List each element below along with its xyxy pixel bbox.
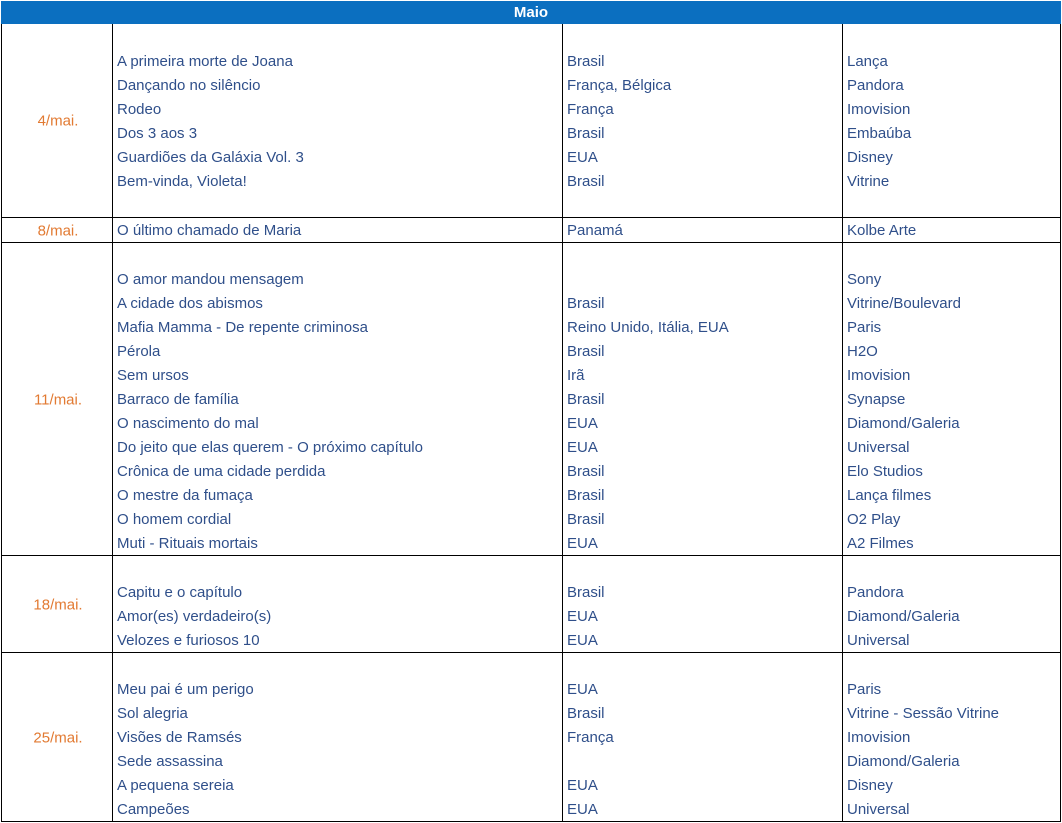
country-cell[interactable]: Brasil [567, 584, 605, 601]
distributor-cell[interactable]: H2O [847, 343, 878, 360]
film-title-cell[interactable]: Visões de Ramsés [117, 729, 242, 746]
country-cell[interactable]: França, Bélgica [567, 77, 672, 94]
film-title-cell[interactable]: A pequena sereia [117, 777, 234, 794]
country-cell[interactable]: Brasil [567, 487, 605, 504]
country-cell[interactable]: Brasil [567, 705, 605, 722]
distributor-cell[interactable]: Vitrine [847, 173, 890, 190]
country-cell[interactable]: EUA [567, 632, 598, 649]
film-row[interactable] [2, 340, 1060, 364]
film-row[interactable] [2, 750, 1060, 774]
film-row[interactable] [2, 50, 1060, 74]
country-cell[interactable]: Brasil [567, 125, 605, 142]
film-title-cell[interactable]: Dos 3 aos 3 [117, 125, 198, 142]
release-date-cell[interactable]: 25/mai. [33, 729, 83, 746]
film-row[interactable] [2, 292, 1060, 316]
film-title-cell[interactable]: Muti - Rituais mortais [117, 535, 258, 552]
film-row[interactable] [2, 364, 1060, 388]
country-cell[interactable]: França [567, 729, 614, 746]
country-cell[interactable]: EUA [567, 777, 598, 794]
distributor-cell[interactable]: Imovision [847, 367, 911, 384]
distributor-cell[interactable]: Imovision [847, 101, 911, 118]
distributor-cell[interactable]: Pandora [847, 77, 904, 94]
date-group [1, 243, 1061, 556]
distributor-cell[interactable]: Universal [847, 632, 910, 649]
country-cell[interactable]: EUA [567, 149, 598, 166]
distributor-cell[interactable]: Vitrine - Sessão Vitrine [847, 705, 1000, 722]
release-date-cell[interactable]: 4/mai. [37, 112, 79, 130]
film-title-cell[interactable]: Amor(es) verdadeiro(s) [117, 608, 272, 625]
country-cell[interactable]: Brasil [567, 463, 605, 480]
film-title-cell[interactable]: Sol alegria [117, 705, 188, 722]
distributor-cell[interactable]: Disney [847, 149, 893, 166]
country-cell[interactable]: EUA [567, 608, 598, 625]
film-row[interactable] [2, 122, 1060, 146]
film-title-cell[interactable]: Pérola [117, 343, 161, 360]
film-title-cell[interactable]: A primeira morte de Joana [117, 53, 293, 70]
film-row[interactable] [2, 268, 1060, 292]
distributor-cell[interactable]: Embaúba [847, 125, 912, 142]
distributor-cell[interactable]: O2 Play [847, 511, 901, 528]
date-group [1, 653, 1061, 822]
distributor-cell[interactable]: Disney [847, 777, 893, 794]
film-row[interactable] [2, 412, 1060, 436]
distributor-cell[interactable]: Kolbe Arte [847, 222, 917, 239]
country-cell[interactable]: Panamá [567, 222, 623, 239]
distributor-cell[interactable]: Sony [847, 271, 882, 288]
distributor-cell[interactable]: Pandora [847, 584, 904, 601]
film-row[interactable] [2, 484, 1060, 508]
country-cell[interactable]: Brasil [567, 53, 605, 70]
film-row[interactable] [2, 170, 1060, 194]
distributor-cell[interactable]: Diamond/Galeria [847, 415, 960, 432]
film-title-cell[interactable]: O amor mandou mensagem [117, 271, 304, 288]
film-title-cell[interactable]: Barraco de família [117, 391, 239, 408]
film-row[interactable] [2, 388, 1060, 412]
distributor-cell[interactable]: Universal [847, 439, 910, 456]
country-cell[interactable]: Brasil [567, 391, 605, 408]
country-cell[interactable]: Reino Unido, Itália, EUA [567, 319, 729, 336]
film-title-cell[interactable]: Crônica de uma cidade perdida [117, 463, 326, 480]
film-title-cell[interactable]: Mafia Mamma - De repente criminosa [117, 319, 368, 336]
release-date-cell[interactable]: 8/mai. [37, 222, 79, 239]
release-date-cell[interactable]: 18/mai. [33, 596, 83, 613]
film-row[interactable] [2, 219, 1060, 243]
film-title-cell[interactable]: Do jeito que elas querem - O próximo capítulo [117, 439, 423, 456]
distributor-cell[interactable]: Diamond/Galeria [847, 608, 960, 625]
distributor-cell[interactable]: A2 Filmes [847, 535, 914, 552]
country-cell[interactable]: EUA [567, 535, 598, 552]
film-title-cell[interactable]: Capitu e o capítulo [117, 584, 243, 601]
film-row[interactable] [2, 532, 1060, 556]
country-cell[interactable]: França [567, 101, 614, 118]
date-group [1, 218, 1061, 243]
film-row[interactable] [2, 508, 1060, 532]
date-group [1, 556, 1061, 653]
distributor-cell[interactable]: Universal [847, 801, 910, 818]
distributor-cell[interactable]: Elo Studios [847, 463, 923, 480]
film-row[interactable] [2, 605, 1060, 629]
film-title-cell[interactable]: O homem cordial [117, 511, 232, 528]
distributor-cell[interactable]: Lança [847, 53, 888, 70]
film-row[interactable] [2, 146, 1060, 170]
distributor-cell[interactable]: Paris [847, 319, 882, 336]
film-title-cell[interactable]: O mestre da fumaça [117, 487, 253, 504]
film-title-cell[interactable]: Velozes e furiosos 10 [117, 632, 260, 649]
film-title-cell[interactable]: O nascimento do mal [117, 415, 259, 432]
distributor-cell[interactable]: Paris [847, 681, 882, 698]
month-header[interactable]: Maio [1, 1, 1061, 24]
film-title-cell[interactable]: Meu pai é um perigo [117, 681, 254, 698]
film-row[interactable] [2, 702, 1060, 726]
film-row[interactable] [2, 774, 1060, 798]
film-title-cell[interactable]: A cidade dos abismos [117, 295, 263, 312]
distributor-cell[interactable]: Lança filmes [847, 487, 932, 504]
film-row[interactable] [2, 98, 1060, 122]
country-cell[interactable]: Brasil [567, 173, 605, 190]
country-cell[interactable]: EUA [567, 801, 598, 818]
country-cell[interactable]: EUA [567, 681, 598, 698]
film-row[interactable] [2, 629, 1060, 653]
date-group [1, 24, 1061, 218]
film-row[interactable] [2, 798, 1060, 822]
country-cell[interactable]: Brasil [567, 343, 605, 360]
release-date-cell[interactable]: 11/mai. [33, 391, 83, 408]
film-title-cell[interactable]: Bem-vinda, Violeta! [117, 173, 247, 190]
country-cell[interactable]: Brasil [567, 295, 605, 312]
film-row[interactable] [2, 726, 1060, 750]
film-title-cell[interactable]: Rodeo [117, 101, 162, 118]
country-cell[interactable]: Irã [567, 367, 585, 384]
film-row[interactable] [2, 460, 1060, 484]
country-cell[interactable]: EUA [567, 439, 598, 456]
film-title-cell[interactable]: Guardiões da Galáxia Vol. 3 [117, 149, 304, 166]
country-cell[interactable]: Brasil [567, 511, 605, 528]
distributor-cell[interactable]: Diamond/Galeria [847, 753, 960, 770]
film-title-cell[interactable]: Campeões [117, 801, 190, 818]
film-title-cell[interactable]: Sem ursos [117, 367, 189, 384]
film-row[interactable] [2, 74, 1060, 98]
film-row[interactable] [2, 678, 1060, 702]
film-title-cell[interactable]: O último chamado de Maria [117, 222, 302, 239]
film-row[interactable] [2, 316, 1060, 340]
film-row[interactable] [2, 581, 1060, 605]
distributor-cell[interactable]: Imovision [847, 729, 911, 746]
distributor-cell[interactable]: Synapse [847, 391, 906, 408]
country-cell[interactable]: EUA [567, 415, 598, 432]
film-title-cell[interactable]: Sede assassina [117, 753, 223, 770]
film-row[interactable] [2, 436, 1060, 460]
film-title-cell[interactable]: Dançando no silêncio [117, 77, 261, 94]
distributor-cell[interactable]: Vitrine/Boulevard [847, 295, 961, 312]
